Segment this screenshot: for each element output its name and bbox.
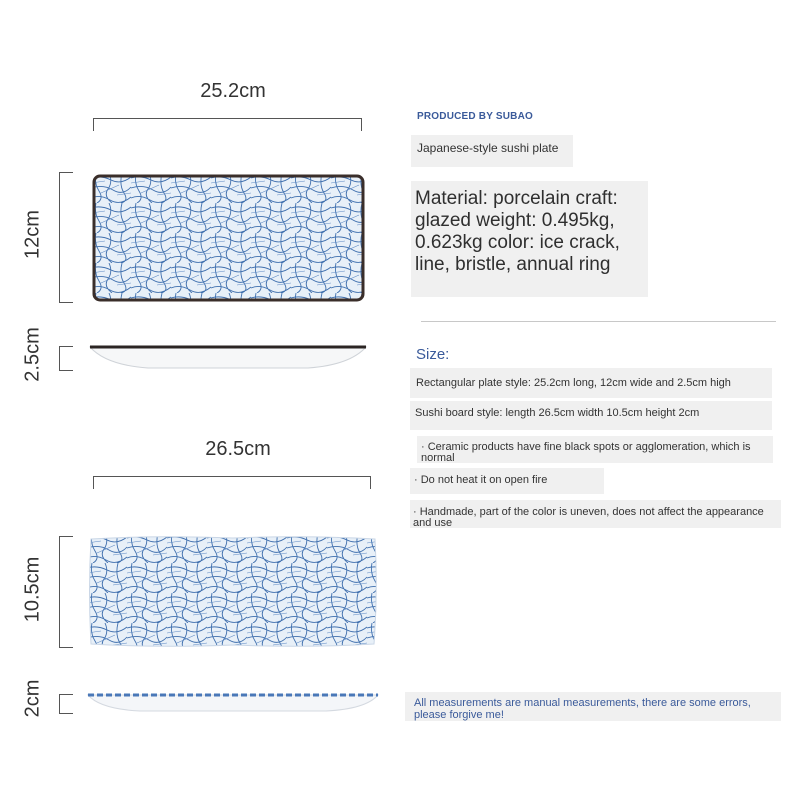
specs-text: Material: porcelain craft: glazed weight: 0.495kg, 0.623kg color: ice crack, line, bristle, annual ring — [411, 181, 648, 297]
plate2-width-label: 26.5cm — [205, 438, 271, 460]
brand-label: PRODUCED BY SUBAO — [417, 111, 534, 122]
divider — [421, 321, 776, 322]
plate1-width-dimension-line — [93, 118, 362, 119]
plate1-width-label: 25.2cm — [200, 80, 266, 102]
plate1-height-label: 12cm — [21, 210, 44, 259]
plate1-top-image — [91, 173, 366, 303]
plate2-thickness-label: 2cm — [21, 679, 44, 718]
plate2-height-label: 10.5cm — [21, 556, 44, 623]
plate2-width-dimension-line — [93, 476, 371, 477]
size-rectangular-plate: Rectangular plate style: 25.2cm long, 12cm wide and 2.5cm high — [410, 368, 772, 398]
plate1-thickness-dimension-line — [59, 346, 60, 371]
measurement-disclaimer: All measurements are manual measurements, there are some errors, please forgive me! — [405, 692, 781, 721]
plate2-thickness-dimension-line — [59, 694, 60, 714]
plate2-side-image — [86, 691, 380, 715]
note-black-spots: · Ceramic products have fine black spots or agglomeration, which is normal — [417, 436, 773, 463]
size-heading: Size: — [416, 346, 450, 363]
plate1-thickness-label: 2.5cm — [21, 327, 44, 382]
note-handmade: · Handmade, part of the color is uneven, does not affect the appearance and use — [410, 500, 781, 528]
note-open-fire: · Do not heat it on open fire — [410, 468, 604, 494]
plate2-top-image — [87, 533, 379, 650]
product-name: Japanese-style sushi plate — [411, 135, 573, 167]
plate1-side-image — [88, 343, 368, 371]
size-sushi-board: Sushi board style: length 26.5cm width 10.5cm height 2cm — [410, 401, 772, 430]
plate2-height-dimension-line — [59, 536, 60, 648]
plate1-height-dimension-line — [59, 172, 60, 303]
